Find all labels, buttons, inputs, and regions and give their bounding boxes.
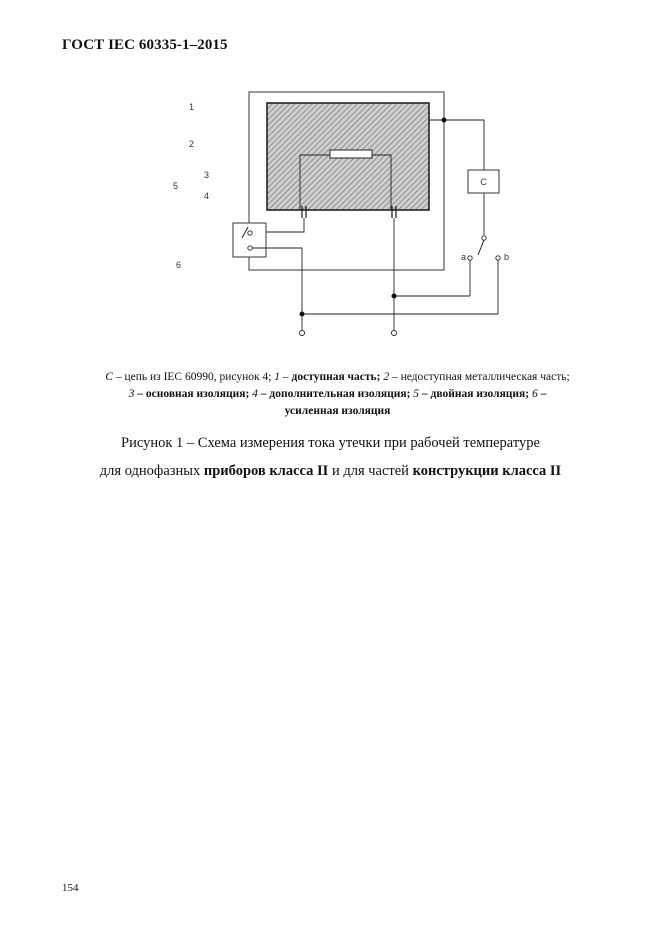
switch-contact bbox=[248, 246, 252, 250]
callout-3: 3 bbox=[204, 170, 210, 180]
legend-number-4: 4 bbox=[252, 388, 258, 400]
callout-4: 4 bbox=[204, 191, 210, 201]
page-number: 154 bbox=[62, 882, 79, 894]
switch-box bbox=[233, 223, 266, 257]
legend-number-3: 3 bbox=[128, 388, 135, 400]
legend-text-4: – дополнительная изоляция; bbox=[257, 388, 411, 400]
legend-line-3 bbox=[50, 403, 625, 420]
legend-line-1 bbox=[50, 369, 625, 386]
terminal-a-label: a bbox=[461, 252, 467, 262]
selector-lever bbox=[478, 240, 484, 255]
switch-contact bbox=[248, 231, 252, 235]
circuit-diagram-svg bbox=[160, 80, 520, 350]
legend-text-6: – bbox=[537, 388, 547, 400]
legend-number-5: 5 bbox=[413, 388, 420, 400]
legend-number-6: 6 bbox=[531, 388, 538, 400]
legend-dash: – bbox=[280, 371, 292, 383]
selector-pivot bbox=[482, 236, 486, 240]
junction-dot bbox=[300, 312, 305, 317]
figure-legend bbox=[50, 369, 625, 420]
callout-5: 5 bbox=[173, 181, 179, 191]
document-header: ГОСТ IEC 60335-1–2015 bbox=[62, 37, 228, 53]
supply-terminal bbox=[299, 330, 304, 335]
wire-to-circuit-c bbox=[429, 120, 484, 170]
supply-wire bbox=[252, 248, 302, 330]
caption-part-2: и для частей bbox=[328, 463, 413, 479]
junction-dot bbox=[392, 294, 397, 299]
caption-bold-2: конструкции класса II bbox=[412, 463, 562, 479]
legend-number-1: 1 bbox=[274, 371, 281, 383]
caption-part-1: для однофазных bbox=[99, 463, 204, 479]
legend-c-text: – цепь из IEC 60990, рисунок 4; bbox=[112, 371, 275, 383]
legend-text-5: – двойная изоляция; bbox=[419, 388, 530, 400]
heating-element bbox=[330, 150, 372, 158]
figure-caption-line-2 bbox=[40, 463, 621, 480]
terminal-b bbox=[496, 256, 500, 260]
caption-bold-1: приборов класса II bbox=[203, 463, 329, 479]
legend-text-1: доступная часть; bbox=[291, 371, 381, 383]
supply-terminal bbox=[391, 330, 396, 335]
terminal-b-label: b bbox=[504, 252, 510, 262]
terminal-a bbox=[468, 256, 472, 260]
callout-1: 1 bbox=[189, 102, 195, 112]
callout-2: 2 bbox=[189, 139, 195, 149]
leakage-current-diagram bbox=[160, 80, 520, 350]
legend-text-6b: усиленная изоляция bbox=[284, 405, 391, 417]
legend-c-symbol: C bbox=[105, 371, 113, 383]
legend-text-3: – основная изоляция; bbox=[134, 388, 250, 400]
junction-dot bbox=[442, 118, 447, 123]
circuit-c-label: C bbox=[480, 177, 487, 187]
figure-caption-line-1: Рисунок 1 – Схема измерения тока утечки при рабочей температуре bbox=[121, 435, 540, 451]
legend-number-2: 2 bbox=[383, 371, 390, 383]
legend-line-2 bbox=[50, 386, 625, 403]
callout-6: 6 bbox=[176, 260, 182, 270]
legend-text-2: – недоступная металлическая часть; bbox=[389, 371, 570, 383]
